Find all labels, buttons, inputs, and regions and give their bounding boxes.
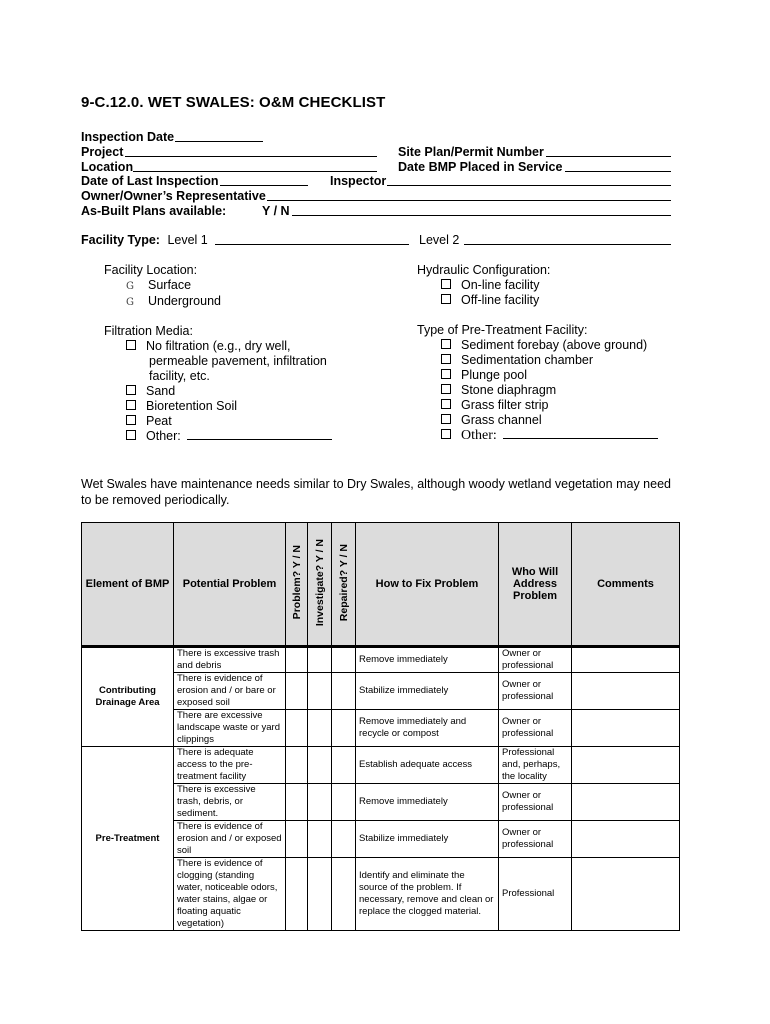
investigate-cell[interactable] xyxy=(308,858,332,931)
investigate-cell[interactable] xyxy=(308,673,332,710)
problem-yn-cell[interactable] xyxy=(286,784,308,821)
site-plan-field[interactable] xyxy=(546,145,671,157)
location-label: Location xyxy=(81,160,134,174)
header-who: Who Will Address Problem xyxy=(499,523,572,647)
header-problem: Potential Problem xyxy=(174,523,286,647)
problem-yn-cell[interactable] xyxy=(286,648,308,673)
last-inspection-field[interactable] xyxy=(220,174,308,186)
inspector-label: Inspector xyxy=(330,174,387,188)
location-option-underground[interactable]: G Underground xyxy=(126,294,221,308)
checkbox-icon[interactable] xyxy=(126,430,136,440)
as-built-yn[interactable]: Y / N xyxy=(262,204,290,218)
hydraulic-label: Hydraulic Configuration: xyxy=(417,263,551,277)
checkbox-icon[interactable] xyxy=(126,340,136,350)
checkbox-icon[interactable] xyxy=(126,385,136,395)
filtration-option-none-line3: facility, etc. xyxy=(149,369,210,383)
repaired-cell[interactable] xyxy=(332,858,356,931)
checkbox-icon[interactable] xyxy=(441,369,451,379)
inspection-date-label: Inspection Date xyxy=(81,130,175,144)
filtration-label: Filtration Media: xyxy=(104,324,193,338)
facility-location-label: Facility Location: xyxy=(104,263,198,277)
level2-field[interactable] xyxy=(464,233,671,245)
pretreatment-option-sedimentation[interactable]: Sedimentation chamber xyxy=(417,353,658,368)
checkbox-icon[interactable] xyxy=(441,429,451,439)
comments-cell[interactable] xyxy=(572,858,680,931)
who-cell: Owner or professional xyxy=(499,673,572,710)
element-cell: Contributing Drainage Area xyxy=(82,648,174,747)
comments-cell[interactable] xyxy=(572,710,680,747)
investigate-cell[interactable] xyxy=(308,821,332,858)
table-row xyxy=(82,747,680,784)
facility-type-label: Facility Type: xyxy=(81,233,160,247)
comments-cell[interactable] xyxy=(572,648,680,673)
hydraulic-config xyxy=(417,263,550,308)
who-cell: Professional xyxy=(499,858,572,931)
pretreatment-type-label: Type of Pre-Treatment Facility: xyxy=(417,323,588,337)
inspector-field[interactable] xyxy=(387,174,671,186)
who-cell: Professional and, perhaps, the locality xyxy=(499,747,572,784)
checkbox-icon[interactable] xyxy=(441,294,451,304)
who-cell: Owner or professional xyxy=(499,784,572,821)
filtration-option-sand[interactable]: Sand xyxy=(104,384,332,399)
level1-field[interactable] xyxy=(215,233,409,245)
owner-rep-field[interactable] xyxy=(267,189,671,201)
investigate-cell[interactable] xyxy=(308,710,332,747)
facility-type-row xyxy=(81,233,208,247)
problem-cell: There is evidence of erosion and / or bare or exposed soil xyxy=(174,673,286,710)
intro-paragraph: Wet Swales have maintenance needs similar to Dry Swales, although woody wetland vegetation may need to be removed periodically. xyxy=(81,477,671,507)
comments-cell[interactable] xyxy=(572,784,680,821)
hydraulic-option-offline[interactable]: Off-line facility xyxy=(417,293,550,308)
site-plan-label: Site Plan/Permit Number xyxy=(398,145,544,159)
pretreatment-option-grass-strip[interactable]: Grass filter strip xyxy=(417,398,658,413)
repaired-cell[interactable] xyxy=(332,784,356,821)
project-label: Project xyxy=(81,145,124,159)
fix-cell: Remove immediately xyxy=(356,648,499,673)
level2-label: Level 2 xyxy=(419,233,460,247)
table-header-row xyxy=(82,523,680,647)
problem-yn-cell[interactable] xyxy=(286,710,308,747)
facility-location xyxy=(104,263,221,310)
pretreatment-option-plunge-pool[interactable]: Plunge pool xyxy=(417,368,658,383)
filtration-option-other[interactable]: Other: xyxy=(104,429,332,444)
hydraulic-option-online[interactable]: On-line facility xyxy=(417,278,550,293)
inspection-date-field[interactable] xyxy=(175,130,263,142)
as-built-label: As-Built Plans available: xyxy=(81,204,227,218)
pretreatment-option-forebay[interactable]: Sediment forebay (above ground) xyxy=(417,338,658,353)
problem-yn-cell[interactable] xyxy=(286,747,308,784)
checkbox-icon[interactable] xyxy=(126,415,136,425)
date-bmp-field[interactable] xyxy=(565,160,671,172)
pretreatment-type xyxy=(417,323,658,443)
comments-cell[interactable] xyxy=(572,821,680,858)
pretreatment-option-other[interactable]: Other: xyxy=(417,428,658,443)
problem-cell: There is excessive trash and debris xyxy=(174,648,286,673)
filtration-media xyxy=(104,324,332,444)
filtration-option-bioretention[interactable]: Bioretention Soil xyxy=(104,399,332,414)
problem-cell: There is excessive trash, debris, or sediment. xyxy=(174,784,286,821)
investigate-cell[interactable] xyxy=(308,648,332,673)
fix-cell: Stabilize immediately xyxy=(356,673,499,710)
investigate-cell[interactable] xyxy=(308,747,332,784)
location-option-surface[interactable]: G Surface xyxy=(126,278,192,292)
checkbox-icon[interactable] xyxy=(441,384,451,394)
who-cell: Owner or professional xyxy=(499,648,572,673)
problem-cell: There are excessive landscape waste or yard clippings xyxy=(174,710,286,747)
fix-cell: Stabilize immediately xyxy=(356,821,499,858)
repaired-cell[interactable] xyxy=(332,710,356,747)
owner-rep-label: Owner/Owner’s Representative xyxy=(81,189,266,203)
header-investigate: Investigate? Y / N xyxy=(308,523,332,647)
element-cell: Pre-Treatment xyxy=(82,747,174,931)
as-built-field[interactable] xyxy=(292,204,671,216)
who-cell: Owner or professional xyxy=(499,710,572,747)
filtration-option-peat[interactable]: Peat xyxy=(104,414,332,429)
filtration-option-none-line2: permeable pavement, infiltration xyxy=(149,354,327,368)
project-field[interactable] xyxy=(125,145,377,157)
fix-cell: Establish adequate access xyxy=(356,747,499,784)
pretreatment-option-stone[interactable]: Stone diaphragm xyxy=(417,383,658,398)
level1-label: Level 1 xyxy=(167,233,208,247)
checkbox-icon[interactable] xyxy=(441,279,451,289)
filtration-option-none[interactable]: No filtration (e.g., dry well, xyxy=(104,339,332,354)
problem-yn-cell[interactable] xyxy=(286,673,308,710)
header-fix: How to Fix Problem xyxy=(356,523,499,647)
problem-yn-cell[interactable] xyxy=(286,821,308,858)
repaired-cell[interactable] xyxy=(332,648,356,673)
location-field[interactable] xyxy=(133,160,377,172)
investigate-cell[interactable] xyxy=(308,784,332,821)
header-comments: Comments xyxy=(572,523,680,647)
pretreatment-option-grass-channel[interactable]: Grass channel xyxy=(417,413,658,428)
table-row xyxy=(82,648,680,673)
header-element: Element of BMP xyxy=(82,523,174,647)
comments-cell[interactable] xyxy=(572,673,680,710)
repaired-cell[interactable] xyxy=(332,673,356,710)
checkbox-icon[interactable] xyxy=(441,414,451,424)
repaired-cell[interactable] xyxy=(332,747,356,784)
checkbox-icon[interactable] xyxy=(441,339,451,349)
checkbox-icon[interactable] xyxy=(441,354,451,364)
checklist-table xyxy=(81,522,680,931)
header-problem-yn: Problem? Y / N xyxy=(286,523,308,647)
problem-cell: There is adequate access to the pre-treatment facility xyxy=(174,747,286,784)
bullet-icon: G xyxy=(126,281,134,292)
last-inspection-label: Date of Last Inspection xyxy=(81,174,219,188)
fix-cell: Identify and eliminate the source of the problem. If necessary, remove and clean or replace the clogged material. xyxy=(356,858,499,931)
filtration-other-field[interactable] xyxy=(187,429,332,440)
checkbox-icon[interactable] xyxy=(441,399,451,409)
pretreatment-other-field[interactable] xyxy=(503,428,658,439)
checkbox-icon[interactable] xyxy=(126,400,136,410)
comments-cell[interactable] xyxy=(572,747,680,784)
fix-cell: Remove immediately and recycle or compost xyxy=(356,710,499,747)
page-title: 9-C.12.0. WET SWALES: O&M CHECKLIST xyxy=(81,94,386,111)
fix-cell: Remove immediately xyxy=(356,784,499,821)
problem-yn-cell[interactable] xyxy=(286,858,308,931)
header-repaired: Repaired? Y / N xyxy=(332,523,356,647)
repaired-cell[interactable] xyxy=(332,821,356,858)
problem-cell: There is evidence of erosion and / or exposed soil xyxy=(174,821,286,858)
bullet-icon: G xyxy=(126,297,134,308)
problem-cell: There is evidence of clogging (standing water, noticeable odors, water stains, algae or floating aquatic vegetation) xyxy=(174,858,286,931)
date-bmp-label: Date BMP Placed in Service xyxy=(398,160,563,174)
who-cell: Owner or professional xyxy=(499,821,572,858)
